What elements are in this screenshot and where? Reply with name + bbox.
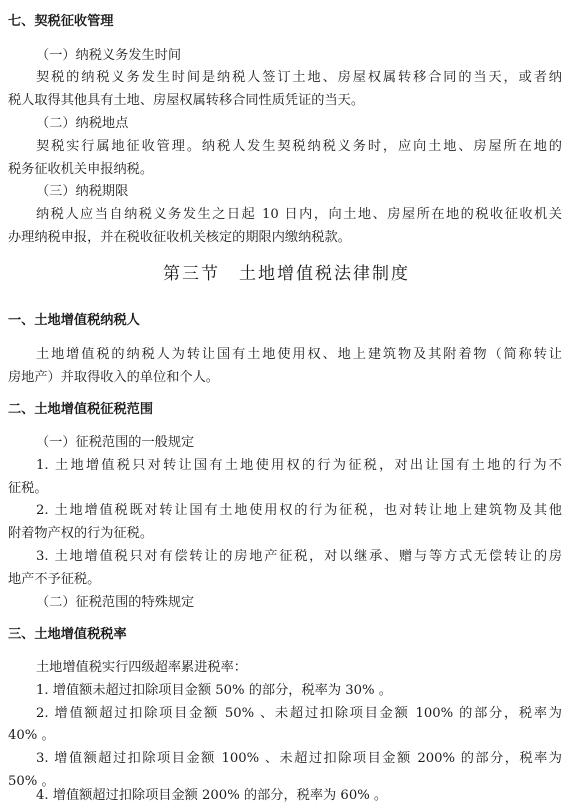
paragraph-line: 税务征收机关申报纳税。 [8, 161, 154, 177]
rate-item: 4. 增值额超过扣除项目金额 200% 的部分，税率为 60% 。 [36, 788, 388, 803]
rate-item: 1. 增值额未超过扣除项目金额 50% 的部分，税率为 30% 。 [36, 682, 392, 698]
scope-special-heading: （二）征税范围的特殊规定 [36, 594, 195, 610]
paragraph-line: 2. 土地增值税既对转让国有土地使用权的行为征税，也对转让地上建筑物及其他 [36, 503, 562, 519]
scope-general-heading: （一）征税范围的一般规定 [36, 435, 195, 451]
paragraph-line: 土地增值税的纳税人为转让国有土地使用权、地上建筑物及其附着物（简称转让 [36, 346, 562, 362]
tax-period-heading: （三）纳税期限 [36, 184, 129, 200]
section-title: 第三节 土地增值税法律制度 [163, 263, 410, 284]
paragraph-line: 土地增值税实行四级超率累进税率： [36, 660, 247, 676]
tax-place-heading: （二）纳税地点 [36, 115, 129, 131]
paragraph-line: 契税实行属地征收管理。纳税人发生契税纳税义务时，应向土地、房屋所在地的 [36, 138, 562, 154]
deed-tax-collection-heading: 七、契税征收管理 [8, 13, 114, 29]
tax-scope-heading: 二、土地增值税征税范围 [8, 402, 154, 418]
paragraph-line: 1. 土地增值税只对转让国有土地使用权的行为征税，对出让国有土地的行为不 [36, 457, 562, 473]
paragraph-line: 地产不予征税。 [8, 571, 101, 587]
paragraph-line: 契税的纳税义务发生时间是纳税人签订土地、房屋权属转移合同的当天，或者纳 [36, 70, 562, 86]
rate-item-continuation: 40% 。 [8, 728, 55, 744]
tax-obligation-time-heading: （一）纳税义务发生时间 [36, 47, 182, 63]
paragraph-line: 3. 土地增值税只对有偿转让的房地产征税，对以继承、赠与等方式无偿转让的房 [36, 549, 562, 565]
rate-item-continuation: 50% 。 [8, 774, 55, 790]
tax-rate-heading: 三、土地增值税税率 [8, 627, 127, 643]
rate-item: 2. 增值额超过扣除项目金额 50% 、未超过扣除项目金额 100% 的部分，税率为 [36, 705, 562, 721]
rate-item: 3. 增值额超过扣除项目金额 100% 、未超过扣除项目金额 200% 的部分，税率为 [36, 751, 562, 767]
paragraph-line: 税人取得其他具有土地、房屋权属转移合同性质凭证的当天。 [8, 93, 365, 109]
paragraph-line: 办理纳税申报，并在税收征收机关核定的期限内缴纳税款。 [8, 229, 351, 245]
paragraph-line: 房地产）并取得收入的单位和个人。 [8, 369, 219, 385]
paragraph-line: 征税。 [8, 480, 48, 496]
taxpayer-heading: 一、土地增值税纳税人 [8, 313, 140, 329]
paragraph-line: 纳税人应当自纳税义务发生之日起 10 日内，向土地、房屋所在地的税收征收机关 [36, 207, 562, 223]
paragraph-line: 附着物产权的行为征税。 [8, 526, 154, 542]
